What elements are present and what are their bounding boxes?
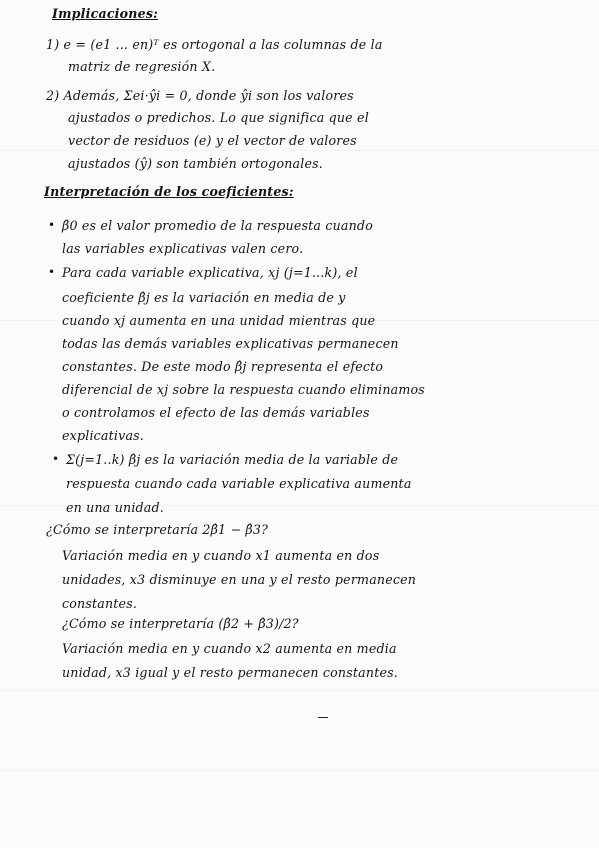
implicacion-1-line: matriz de regresión X. bbox=[68, 59, 216, 74]
bullet-1-line: β̂0 es el valor promedio de la respuesta cuando bbox=[62, 218, 373, 233]
answer-2-line: unidad, x3 igual y el resto permanecen constantes. bbox=[62, 665, 398, 680]
bleed-through-line bbox=[0, 770, 599, 771]
bullet-2-line: o controlamos el efecto de las demás variables bbox=[62, 405, 370, 420]
answer-2-line: Variación media en y cuando x2 aumenta en media bbox=[62, 641, 397, 656]
bullet-2-line: cuando xj aumenta en una unidad mientras que bbox=[62, 313, 376, 328]
implicacion-2-line: 2) Además, Σei·ŷi = 0, donde ŷi son los valores bbox=[46, 88, 354, 103]
implicacion-1-line: 1) e = (e1 ... en)ᵀ es ortogonal a las columnas de la bbox=[46, 37, 383, 52]
implicaciones-heading: Implicaciones: bbox=[52, 6, 158, 21]
question-2: ¿Cómo se interpretaría (β̂2 + β̂3)/2? bbox=[62, 616, 299, 631]
bullet-marker: • bbox=[48, 218, 56, 232]
bullet-marker: • bbox=[48, 265, 56, 279]
interpretacion-heading: Interpretación de los coeficientes: bbox=[44, 184, 294, 199]
implicacion-2-line: ajustados (ŷ) son también ortogonales. bbox=[68, 156, 323, 171]
answer-1-line: Variación media en y cuando x1 aumenta en dos bbox=[62, 548, 380, 563]
bullet-3-line: respuesta cuando cada variable explicativa aumenta bbox=[66, 476, 412, 491]
bullet-marker: • bbox=[52, 452, 60, 466]
bullet-2-line: diferencial de xj sobre la respuesta cuando eliminamos bbox=[62, 382, 425, 397]
bullet-2-line: coeficiente β̂j es la variación en media de y bbox=[62, 290, 346, 305]
answer-1-line: unidades, x3 disminuye en una y el resto permanecen bbox=[62, 572, 417, 587]
implicacion-2-line: vector de residuos (e) y el vector de valores bbox=[68, 133, 357, 148]
bleed-through-line bbox=[0, 690, 599, 691]
bullet-1-line: las variables explicativas valen cero. bbox=[62, 241, 304, 256]
bullet-2-line: Para cada variable explicativa, xj (j=1...k), el bbox=[62, 265, 358, 280]
bullet-3-line: en una unidad. bbox=[66, 500, 164, 515]
pen-mark bbox=[318, 717, 328, 718]
bleed-through-line bbox=[0, 150, 599, 151]
bullet-2-line: explicativas. bbox=[62, 428, 145, 443]
answer-1-line: constantes. bbox=[62, 596, 138, 611]
question-1: ¿Cómo se interpretaría 2β̂1 − β̂3? bbox=[46, 522, 269, 537]
bullet-2-line: constantes. De este modo β̂j representa el efecto bbox=[62, 359, 384, 374]
implicacion-2-line: ajustados o predichos. Lo que significa que el bbox=[68, 110, 369, 125]
bullet-3-line: Σ(j=1..k) β̂j es la variación media de la variable de bbox=[66, 452, 399, 467]
bullet-2-line: todas las demás variables explicativas permanecen bbox=[62, 336, 399, 351]
